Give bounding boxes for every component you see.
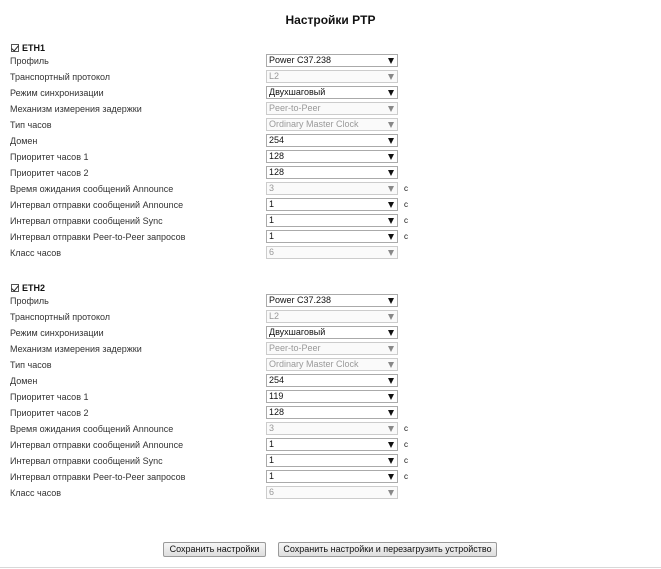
eth2-field-select xyxy=(266,486,398,499)
unit-seconds-label: с xyxy=(404,216,408,225)
page-title: Настройки PTP xyxy=(285,13,376,27)
eth1-field-row xyxy=(10,230,430,243)
select-value: Peer-to-Peer xyxy=(269,103,321,113)
eth2-section-header[interactable] xyxy=(11,282,45,294)
eth2-field-select[interactable] xyxy=(266,326,398,339)
dropdown-arrow-icon xyxy=(388,186,394,192)
eth1-field-row xyxy=(10,246,430,259)
select-value: 1 xyxy=(269,439,275,449)
eth2-field-select[interactable] xyxy=(266,390,398,403)
unit-seconds-label: с xyxy=(404,232,408,241)
eth2-field-label: Приоритет часов 1 xyxy=(10,392,89,402)
select-value: 128 xyxy=(269,167,285,177)
dropdown-arrow-icon[interactable] xyxy=(388,410,394,416)
select-value: 3 xyxy=(269,183,275,193)
eth2-field-select[interactable] xyxy=(266,374,398,387)
dropdown-arrow-icon[interactable] xyxy=(388,234,394,240)
save-and-reboot-button[interactable]: Сохранить настройки и перезагрузить устройство xyxy=(278,542,497,557)
eth1-field-label: Приоритет часов 1 xyxy=(10,152,89,162)
dropdown-arrow-icon[interactable] xyxy=(388,154,394,160)
select-value: L2 xyxy=(269,71,280,81)
select-value: 1 xyxy=(269,215,275,225)
eth1-field-select[interactable] xyxy=(266,86,398,99)
unit-seconds-label: с xyxy=(404,424,408,433)
eth2-field-select[interactable] xyxy=(266,406,398,419)
select-value: Ordinary Master Clock xyxy=(269,119,359,129)
eth2-field-label: Приоритет часов 2 xyxy=(10,408,89,418)
eth1-field-select[interactable] xyxy=(266,150,398,163)
eth2-label: ETH2 xyxy=(22,283,46,293)
eth1-section-header[interactable] xyxy=(11,42,45,54)
eth2-field-row xyxy=(10,390,430,403)
eth2-field-select[interactable] xyxy=(266,454,398,467)
dropdown-arrow-icon[interactable] xyxy=(388,58,394,64)
eth2-field-label: Тип часов xyxy=(10,360,52,370)
unit-seconds-label: с xyxy=(404,472,408,481)
eth1-field-label: Режим синхронизации xyxy=(10,88,104,98)
select-value: 1 xyxy=(269,471,275,481)
eth1-field-select[interactable] xyxy=(266,198,398,211)
select-value: L2 xyxy=(269,311,280,321)
select-value: Двухшаговый xyxy=(269,87,326,97)
dropdown-arrow-icon[interactable] xyxy=(388,138,394,144)
dropdown-arrow-icon[interactable] xyxy=(388,330,394,336)
eth1-field-select xyxy=(266,102,398,115)
dropdown-arrow-icon[interactable] xyxy=(388,218,394,224)
eth1-field-select[interactable] xyxy=(266,54,398,67)
select-value: 119 xyxy=(269,391,284,401)
eth2-field-select xyxy=(266,422,398,435)
select-value: Power C37.238 xyxy=(269,55,332,65)
eth2-field-row xyxy=(10,406,430,419)
dropdown-arrow-icon xyxy=(388,250,394,256)
eth2-field-label: Интервал отправки Peer-to-Peer запросов xyxy=(10,472,186,482)
eth1-field-row xyxy=(10,214,430,227)
eth1-field-row xyxy=(10,86,430,99)
eth1-field-row xyxy=(10,54,430,67)
select-value: 1 xyxy=(269,455,275,465)
dropdown-arrow-icon xyxy=(388,362,394,368)
eth2-field-row xyxy=(10,438,430,451)
eth2-field-select xyxy=(266,310,398,323)
select-value: 6 xyxy=(269,247,275,257)
dropdown-arrow-icon[interactable] xyxy=(388,90,394,96)
dropdown-arrow-icon xyxy=(388,122,394,128)
eth1-field-row xyxy=(10,166,430,179)
eth2-field-row xyxy=(10,310,430,323)
eth1-field-label: Тип часов xyxy=(10,120,52,130)
eth1-field-select[interactable] xyxy=(266,230,398,243)
unit-seconds-label: с xyxy=(404,440,408,449)
dropdown-arrow-icon[interactable] xyxy=(388,442,394,448)
dropdown-arrow-icon xyxy=(388,490,394,496)
eth1-checkbox[interactable] xyxy=(11,44,19,52)
eth1-field-select[interactable] xyxy=(266,166,398,179)
dropdown-arrow-icon xyxy=(388,74,394,80)
eth1-field-label: Механизм измерения задержки xyxy=(10,104,142,114)
eth1-field-row xyxy=(10,182,430,195)
eth1-field-row xyxy=(10,118,430,131)
eth2-field-label: Профиль xyxy=(10,296,49,306)
eth2-field-row xyxy=(10,422,430,435)
dropdown-arrow-icon[interactable] xyxy=(388,298,394,304)
eth1-field-label: Время ожидания сообщений Announce xyxy=(10,184,174,194)
eth2-field-select xyxy=(266,358,398,371)
eth1-field-label: Приоритет часов 2 xyxy=(10,168,89,178)
eth2-field-row xyxy=(10,342,430,355)
dropdown-arrow-icon[interactable] xyxy=(388,474,394,480)
select-value: Peer-to-Peer xyxy=(269,343,321,353)
select-value: 1 xyxy=(269,231,275,241)
select-value: Двухшаговый xyxy=(269,327,326,337)
eth2-field-row xyxy=(10,358,430,371)
unit-seconds-label: с xyxy=(404,456,408,465)
eth2-field-select xyxy=(266,342,398,355)
eth2-field-label: Интервал отправки сообщений Sync xyxy=(10,456,163,466)
eth2-field-row xyxy=(10,470,430,483)
eth2-field-label: Транспортный протокол xyxy=(10,312,111,322)
select-value: 1 xyxy=(269,199,275,209)
dropdown-arrow-icon xyxy=(388,314,394,320)
unit-seconds-label: с xyxy=(404,184,408,193)
eth2-field-label: Интервал отправки сообщений Announce xyxy=(10,440,184,450)
eth2-field-row xyxy=(10,294,430,307)
eth1-field-label: Класс часов xyxy=(10,248,62,258)
dropdown-arrow-icon[interactable] xyxy=(388,202,394,208)
dropdown-arrow-icon[interactable] xyxy=(388,378,394,384)
eth1-field-select xyxy=(266,70,398,83)
select-value: 3 xyxy=(269,423,275,433)
dropdown-arrow-icon xyxy=(388,106,394,112)
eth1-field-row xyxy=(10,102,430,115)
eth1-field-row xyxy=(10,134,430,147)
eth2-field-label: Механизм измерения задержки xyxy=(10,344,142,354)
eth1-field-select xyxy=(266,182,398,195)
eth2-field-row xyxy=(10,326,430,339)
eth1-field-label: Интервал отправки Peer-to-Peer запросов xyxy=(10,232,186,242)
select-value: Power C37.238 xyxy=(269,295,332,305)
select-value: 128 xyxy=(269,151,285,161)
eth2-field-label: Режим синхронизации xyxy=(10,328,104,338)
eth1-field-select[interactable] xyxy=(266,134,398,147)
dropdown-arrow-icon[interactable] xyxy=(388,394,394,400)
eth1-field-row xyxy=(10,70,430,83)
eth1-field-row xyxy=(10,198,430,211)
eth1-label: ETH1 xyxy=(22,43,46,53)
eth1-field-select[interactable] xyxy=(266,214,398,227)
select-value: 128 xyxy=(269,407,285,417)
eth1-field-label: Интервал отправки сообщений Sync xyxy=(10,216,163,226)
eth2-field-row xyxy=(10,486,430,499)
eth2-field-label: Домен xyxy=(10,376,38,386)
save-settings-button[interactable]: Сохранить настройки xyxy=(163,542,266,557)
eth1-field-select xyxy=(266,118,398,131)
dropdown-arrow-icon xyxy=(388,346,394,352)
dropdown-arrow-icon xyxy=(388,426,394,432)
unit-seconds-label: с xyxy=(404,200,408,209)
dropdown-arrow-icon[interactable] xyxy=(388,458,394,464)
eth2-field-row xyxy=(10,374,430,387)
eth1-field-select xyxy=(266,246,398,259)
select-value: Ordinary Master Clock xyxy=(269,359,359,369)
dropdown-arrow-icon[interactable] xyxy=(388,170,394,176)
eth1-field-label: Профиль xyxy=(10,56,49,66)
eth1-field-row xyxy=(10,150,430,163)
eth2-field-label: Время ожидания сообщений Announce xyxy=(10,424,174,434)
select-value: 6 xyxy=(269,487,275,497)
eth2-field-label: Класс часов xyxy=(10,488,62,498)
eth2-checkbox[interactable] xyxy=(11,284,19,292)
select-value: 254 xyxy=(269,375,285,385)
eth2-field-row xyxy=(10,454,430,467)
eth1-field-label: Домен xyxy=(10,136,38,146)
eth2-field-select[interactable] xyxy=(266,438,398,451)
bottom-divider xyxy=(0,567,661,568)
eth1-field-label: Интервал отправки сообщений Announce xyxy=(10,200,184,210)
select-value: 254 xyxy=(269,135,285,145)
eth2-field-select[interactable] xyxy=(266,470,398,483)
eth1-field-label: Транспортный протокол xyxy=(10,72,111,82)
eth2-field-select[interactable] xyxy=(266,294,398,307)
